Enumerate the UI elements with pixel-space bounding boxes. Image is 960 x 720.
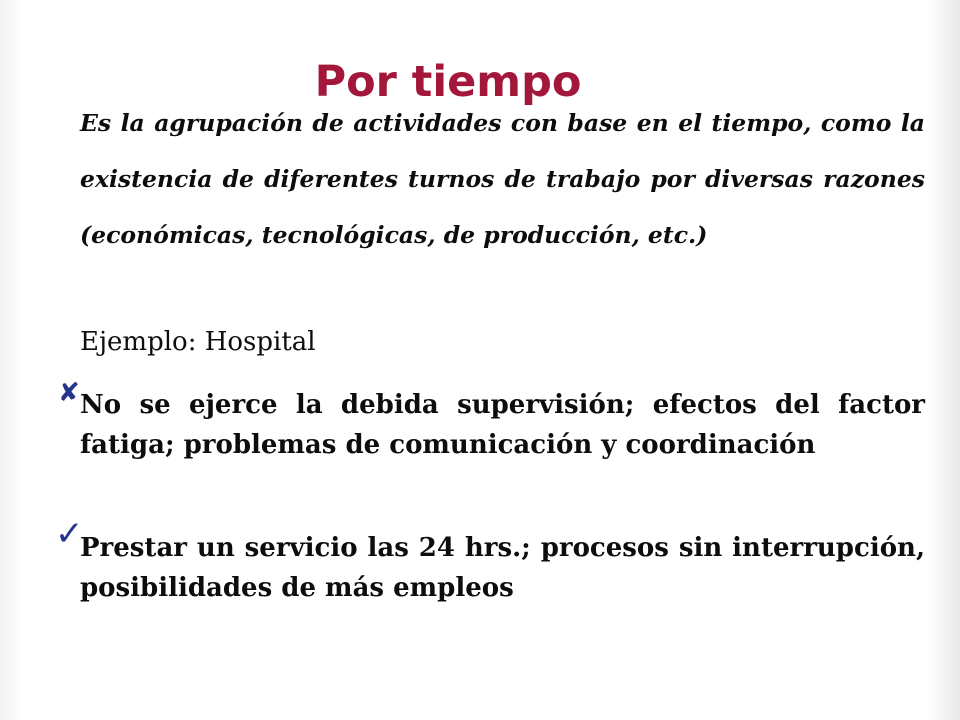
definition-text: Es la agrupación de actividades con base en el tiempo, como la existencia de diferentes turnos de trabajo por diversas razones (económicas, tecnológicas, de producción, etc.) bbox=[80, 109, 925, 249]
bullet-advantages: Prestar un servicio las 24 hrs.; procesos sin interrupción, posibilidades de más empleos bbox=[80, 533, 925, 603]
slide-title: Por tiempo bbox=[314, 56, 582, 107]
check-mark-icon: ✓ bbox=[55, 514, 84, 554]
bullet-disadvantages: No se ejerce la debida supervisión; efectos del factor fatiga; problemas de comunicación y coordinación bbox=[80, 390, 925, 460]
example-text: Ejemplo: Hospital bbox=[80, 327, 316, 357]
slide-right-shadow bbox=[926, 0, 960, 720]
cross-mark-icon: ✘ bbox=[58, 378, 80, 408]
